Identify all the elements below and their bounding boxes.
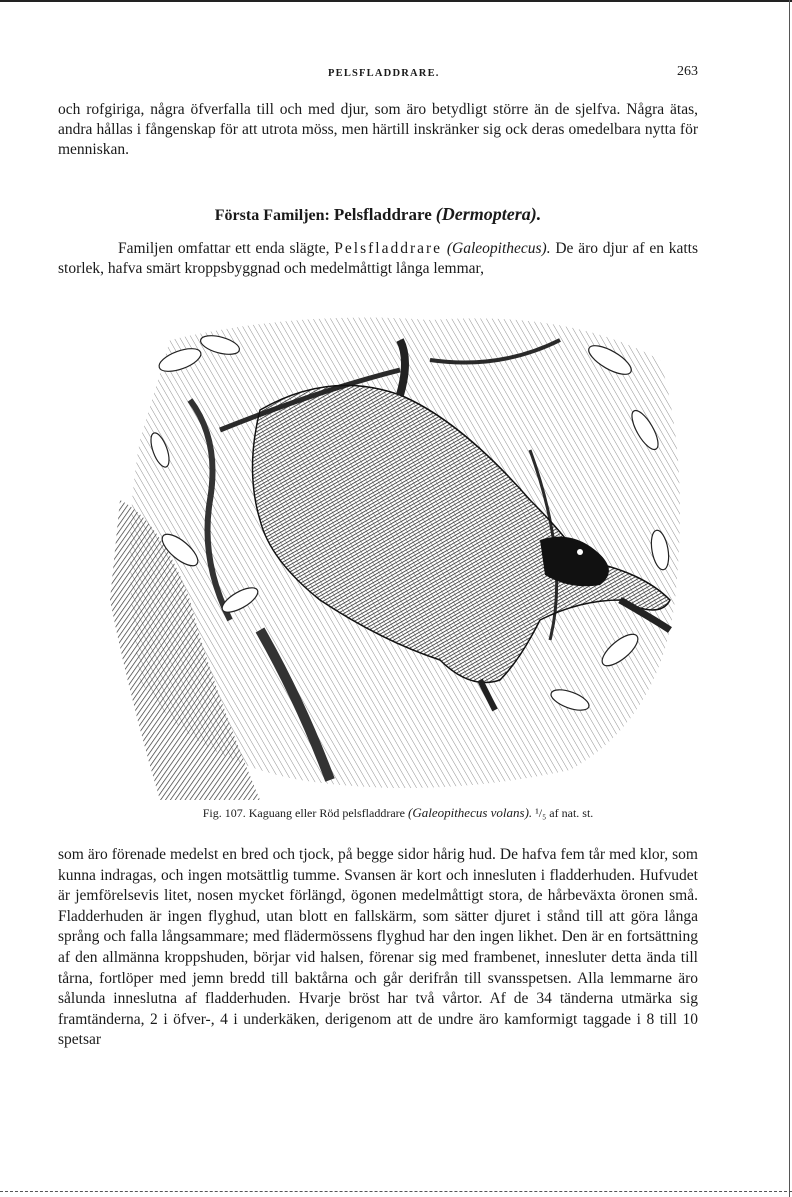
section-heading bbox=[58, 204, 698, 225]
genus-name: Pelsfladdrare bbox=[334, 240, 443, 257]
caption-scale: ¹/₅ af nat. st. bbox=[535, 806, 594, 820]
family-paragraph-rest: De äro djur af en katts storlek, hafva smärt kroppsbyggnad och medelmåttigt långa lemmar, bbox=[58, 240, 699, 277]
description-paragraph: som äro förenade medelst en bred och tjock, på begge sidor hårig hud. De hafva fem tår med klor, som kunna indragas, och ingen motsättlig tumme. Svansen är kort och innesluten i fladderhuden. Hufvudet är jemförelsevis litet, nosen mycket förlängd, ögonen medelmåttigt stora, de hårbeväxta öronen små. Fladderhuden är ingen flyghud, utan blott en fallskärm, som sätter djuret i stånd till att göra långa språng och falla långsammare; med flädermössens flyghud har den ingen likhet. Den är en fortsättning af den allmänna kroppshuden, börjar vid halsen, förenar sig med frambenet, innesluter detta ända till tårna, fortlöper med jemn bredd till baktårna och går derifrån till svansspetsen. Alla lemmarne äro sålunda inneslutna af fladderhuden. Hvarje bröst har två vårtor. Af de 34 tänderna utmärka sig framtänderna, 2 i öfver-, 4 i underkäken, derigenom att de undre äro kamformigt taggade i 8 till 10 spetsar bbox=[58, 846, 698, 1049]
heading-latin: (Dermoptera). bbox=[435, 204, 542, 224]
caption-latin: (Galeopithecus volans). bbox=[407, 805, 533, 820]
heading-name: Pelsfladdrare bbox=[333, 205, 432, 224]
page-edge-bottom bbox=[0, 1191, 792, 1193]
family-paragraph-start: Familjen omfattar ett enda slägte, bbox=[118, 240, 330, 257]
heading-prefix: Första Familjen: bbox=[214, 207, 330, 224]
caption-prefix: Fig. 107. Kaguang eller Röd pelsfladdrare bbox=[202, 806, 405, 820]
colugo-illustration bbox=[100, 300, 700, 800]
running-head: PELSFLADDRARE. bbox=[328, 68, 440, 79]
family-paragraph bbox=[58, 239, 698, 279]
page-edge-top bbox=[0, 0, 792, 2]
intro-paragraph: och rofgiriga, några öfverfalla till och med djur, som äro betydligt större än de sjelfva. Några ätas, andra hållas i fångenskap för att utrota möss, men härtill inskränker sig ock deras omedelbara nytta för menniskan. bbox=[58, 101, 698, 158]
page-number: 263 bbox=[677, 64, 698, 79]
genus-latin: (Galeopithecus). bbox=[446, 240, 551, 257]
page-header bbox=[58, 64, 698, 86]
page-edge-right bbox=[789, 0, 790, 1197]
figure-caption bbox=[58, 805, 738, 821]
